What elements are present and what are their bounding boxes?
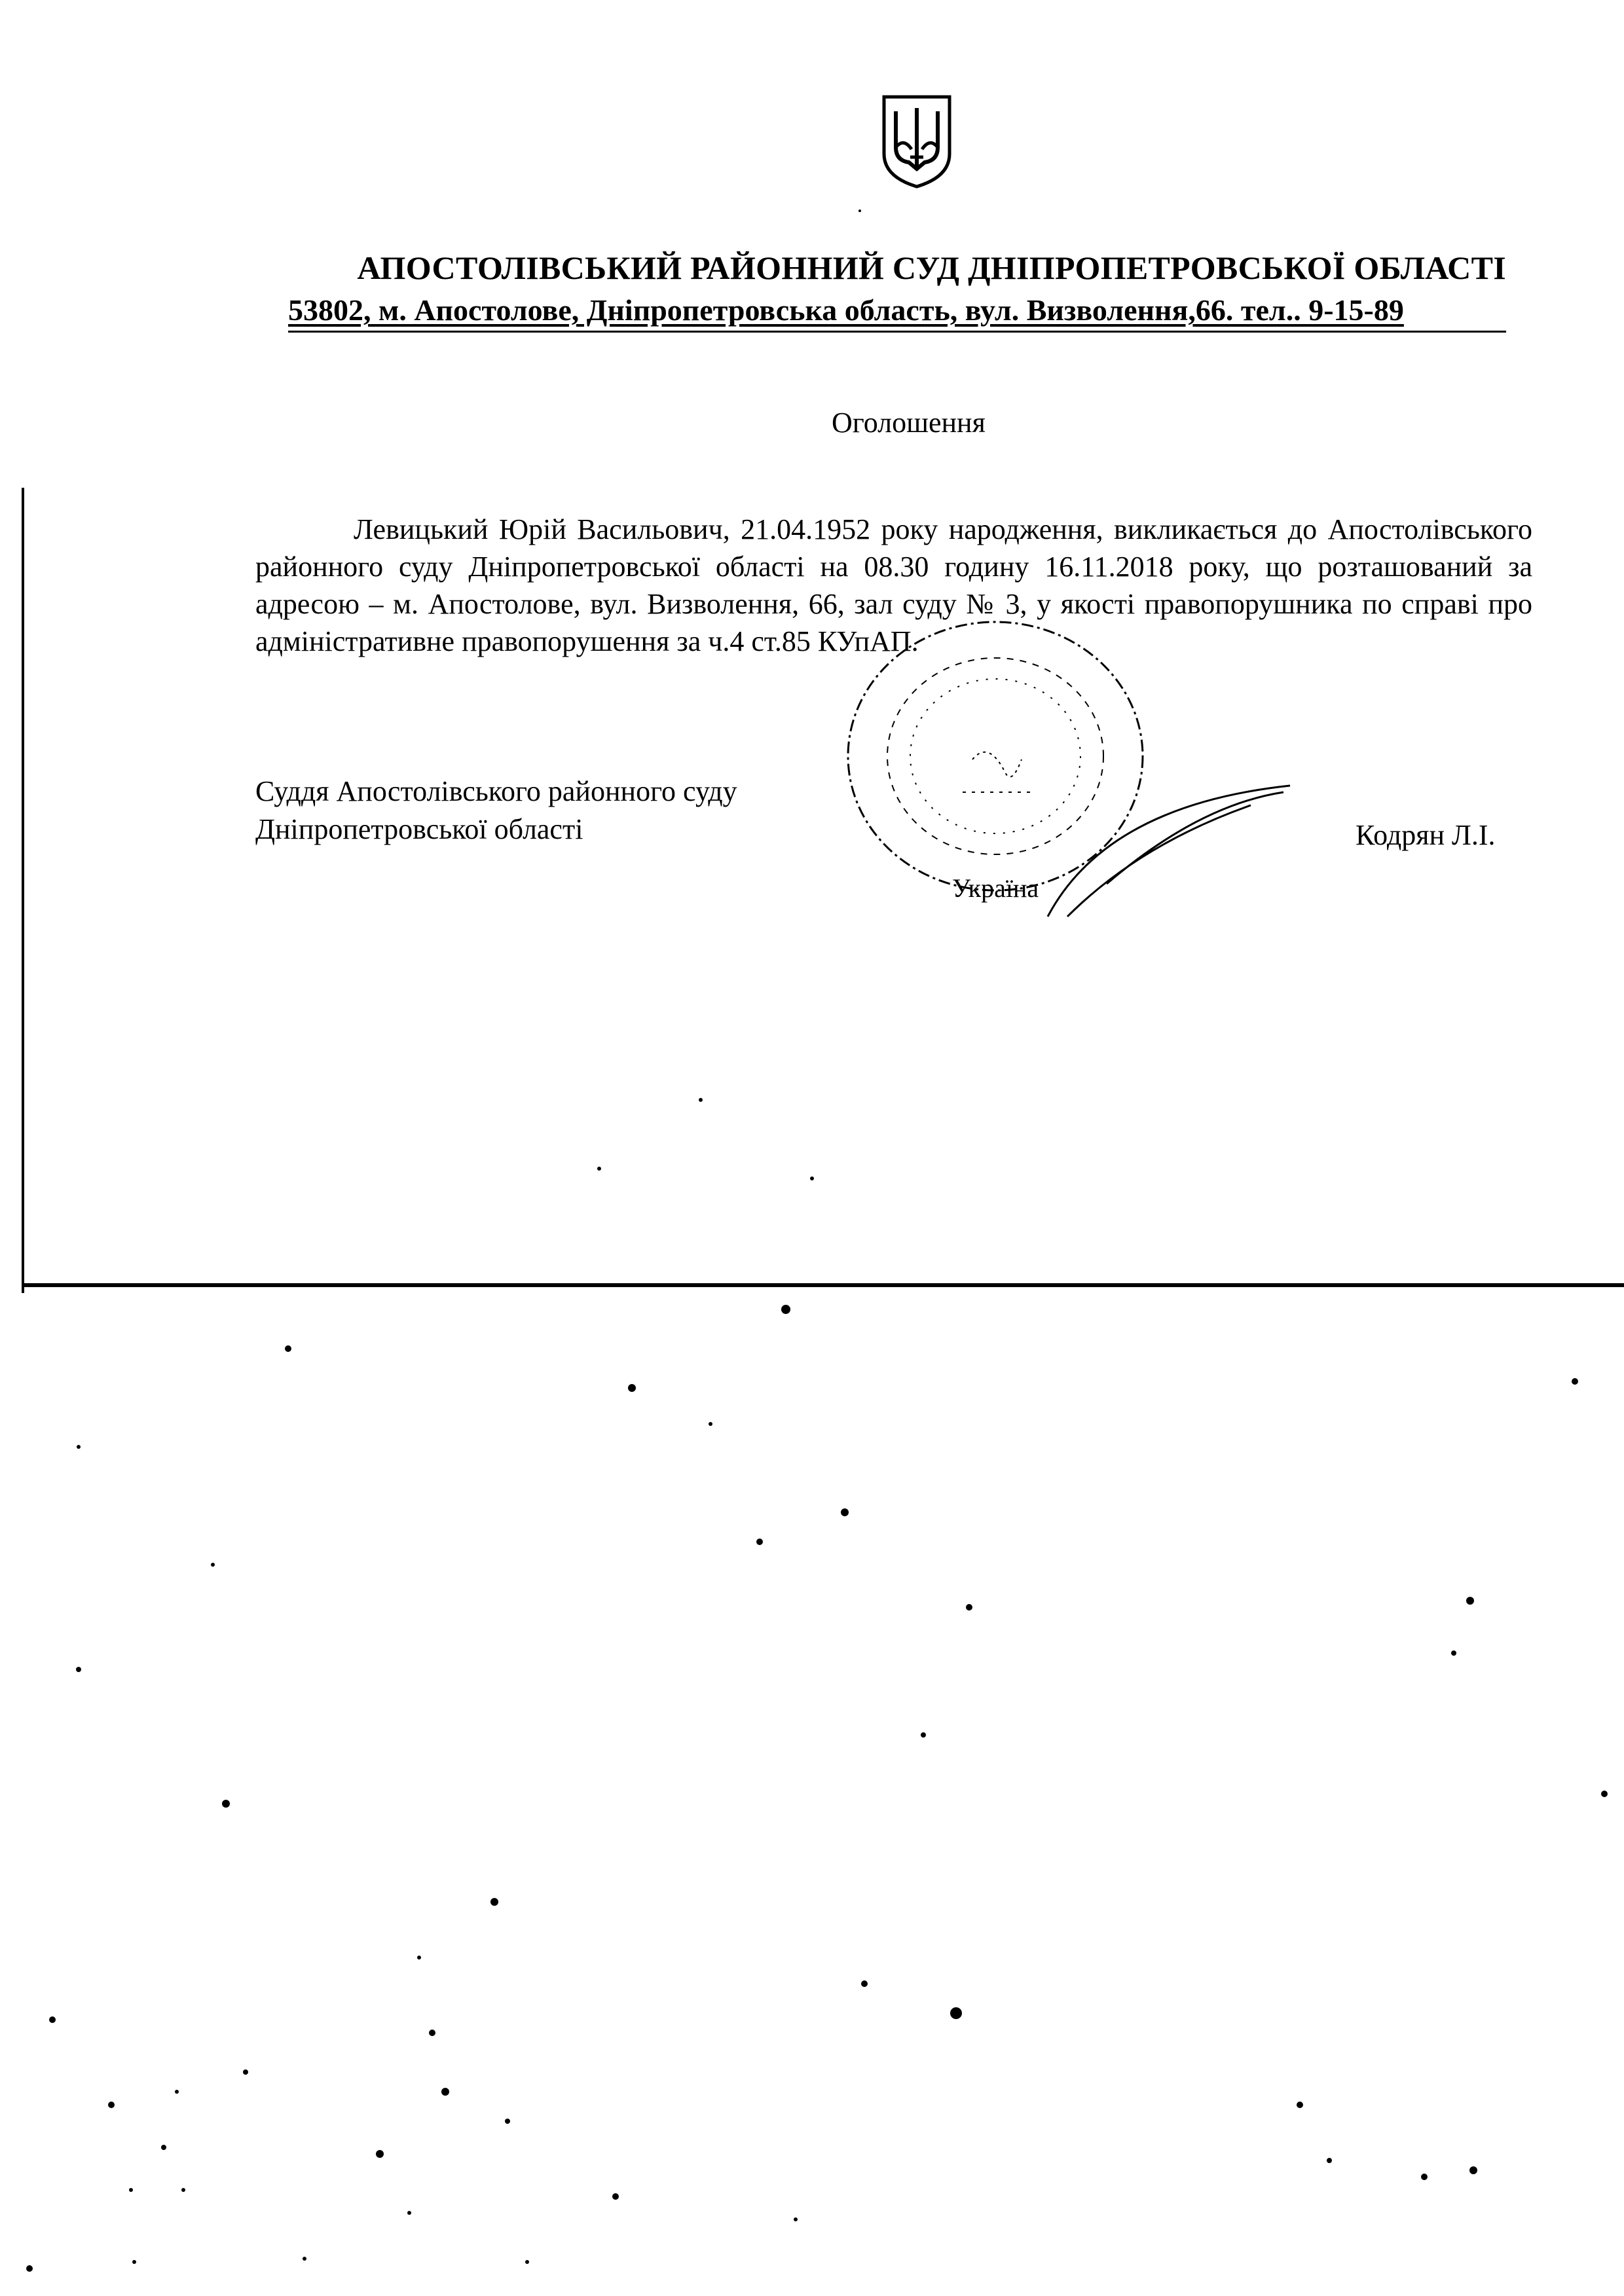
announcement-heading: Оголошення (832, 407, 986, 439)
judge-position-line-1: Суддя Апостолівського районного суду (255, 775, 737, 807)
court-address-line: 53802, м. Апостолове, Дніпропетровська область, вул. Визволення,66. тел.. 9-15-89 (288, 293, 1404, 327)
svg-text:Україна: Україна (951, 873, 1039, 903)
judge-position-line-2: Дніпропетровської області (255, 813, 583, 845)
court-name-heading: АПОСТОЛІВСЬКИЙ РАЙОННИЙ СУД ДНІПРОПЕТРОВСЬКОЇ ОБЛАСТІ (357, 249, 1506, 286)
judge-name: Кодрян Л.І. (1356, 819, 1496, 851)
announcement-body: Левицький Юрій Васильович, 21.04.1952 року народження, викликається до Апостолівського районного суду Дніпропетровської області на 08.30 годину 16.11.2018 року, що розташований за адресою – м. Апостолове, вул. Визволення, 66, зал суду № 3, у якості правопорушника по справі про адміністративне правопорушення за ч.4 ст.85 КУпАП. (255, 513, 1532, 657)
